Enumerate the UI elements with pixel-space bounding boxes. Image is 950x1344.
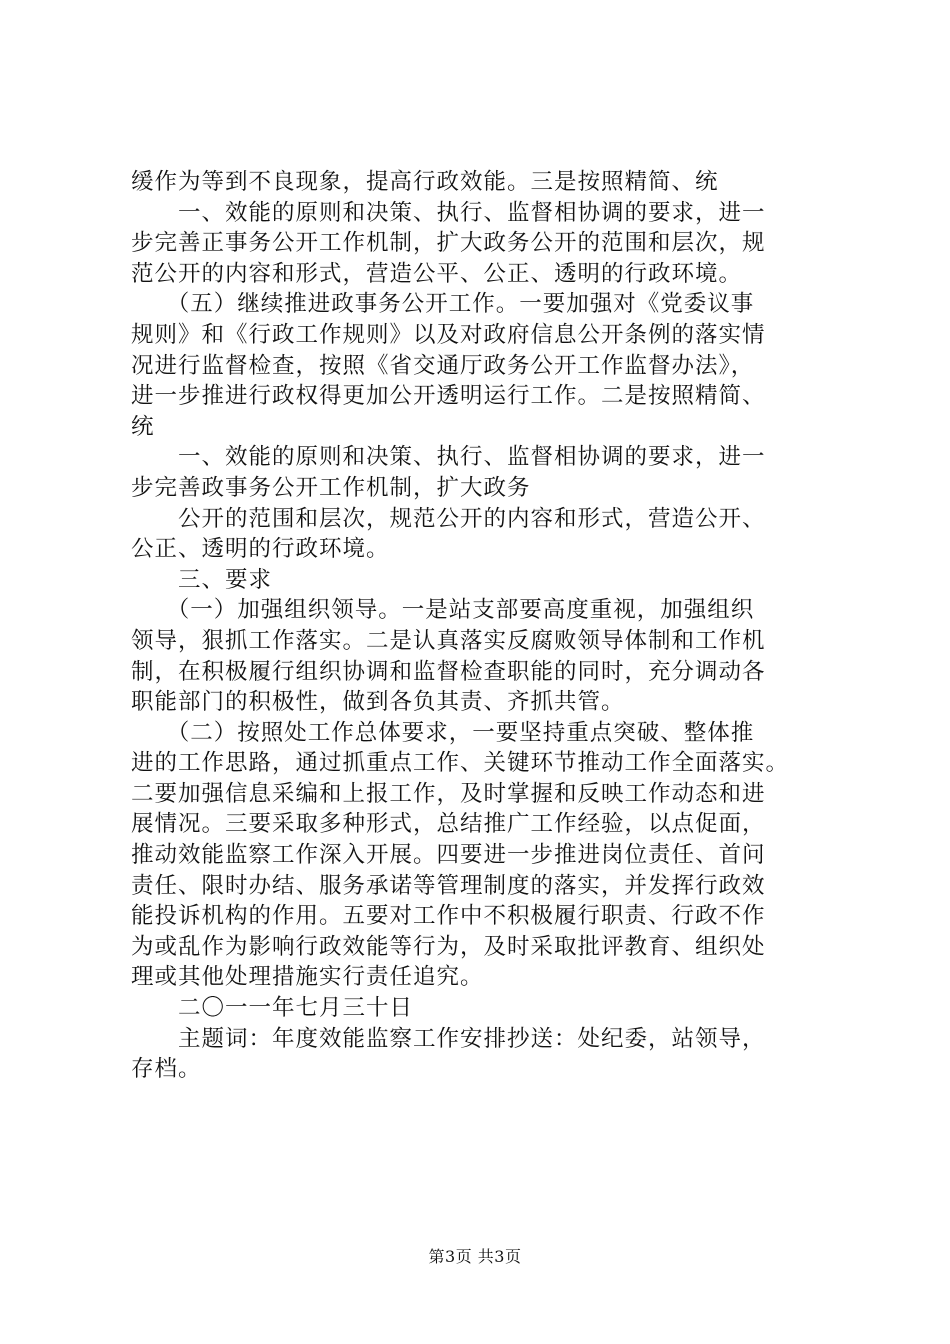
text-line: 一、效能的原则和决策、执行、监督相协调的要求，进一 (131, 444, 766, 471)
text-line: 范公开的内容和形式，营造公平、公正、透明的行政环境。 (131, 260, 743, 287)
text-line: （一）加强组织领导。一是站支部要高度重视，加强组织 (131, 597, 755, 624)
text-line: 能投诉机构的作用。五要对工作中不积极履行职责、行政不作 (131, 903, 766, 930)
document-body (131, 167, 831, 1085)
text-line: 步完善正事务公开工作机制，扩大政务公开的范围和层次，规 (131, 230, 766, 257)
text-line: 规则》和《行政工作规则》以及对政府信息公开条例的落实情 (131, 321, 766, 348)
text-line: 进一步推进行政权得更加公开透明运行工作。二是按照精简、 (131, 383, 766, 410)
text-line: 领导，狠抓工作落实。二是认真落实反腐败领导体制和工作机 (131, 627, 766, 654)
text-line: 理或其他处理措施实行责任追究。 (131, 964, 484, 991)
text-line: 统 (131, 413, 155, 440)
page-number-footer: 第3页 共3页 (428, 1247, 522, 1266)
text-line: 推动效能监察工作深入开展。四要进一步推进岗位责任、首问 (131, 842, 766, 869)
text-line: 展情况。三要采取多种形式，总结推广工作经验，以点促面， (131, 811, 766, 838)
text-line: 为或乱作为影响行政效能等行为，及时采取批评教育、组织处 (131, 933, 766, 960)
text-line: 缓作为等到不良现象，提高行政效能。三是按照精简、统 (131, 169, 719, 195)
text-line: 进的工作思路，通过抓重点工作、关键环节推动工作全面落实。 (131, 750, 790, 777)
text-line: 况进行监督检查，按照《省交通厅政务公开工作监督办法》， (131, 352, 755, 379)
document-date: 二〇一一年七月三十日 (131, 995, 414, 1022)
text-line: 步完善政事务公开工作机制，扩大政务 (131, 474, 531, 501)
text-line: 一、效能的原则和决策、执行、监督相协调的要求，进一 (131, 199, 766, 226)
text-line: （二）按照处工作总体要求，一要坚持重点突破、整体推 (131, 719, 755, 746)
text-line: 存档。 (131, 1056, 202, 1083)
text-line: 制，在积极履行组织协调和监督检查职能的同时，充分调动各 (131, 658, 766, 685)
subject-keywords-line: 主题词：年度效能监察工作安排抄送：处纪委，站领导， (131, 1025, 766, 1052)
text-line: 公开的范围和层次，规范公开的内容和形式，营造公开、 (131, 505, 766, 532)
section-heading: 三、要求 (131, 566, 273, 593)
text-line: 公正、透明的行政环境。 (131, 536, 390, 563)
text-line: 责任、限时办结、服务承诺等管理制度的落实，并发挥行政效 (131, 872, 766, 899)
text-line: 二要加强信息采编和上报工作，及时掌握和反映工作动态和进 (131, 780, 766, 807)
text-line: （五）继续推进政事务公开工作。一要加强对《党委议事 (131, 291, 755, 318)
text-line: 职能部门的积极性，做到各负其责、齐抓共管。 (131, 689, 625, 716)
